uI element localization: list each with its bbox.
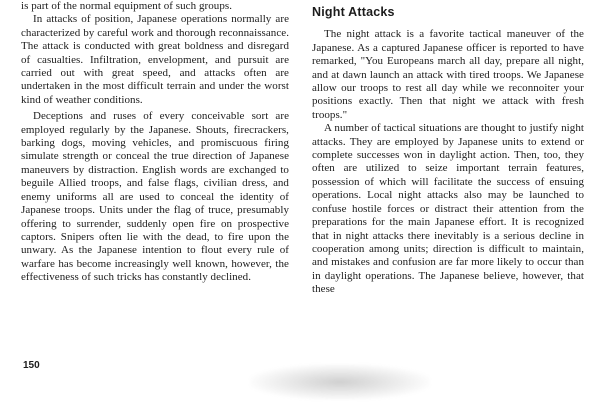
right-column	[312, 6, 584, 297]
paragraph-attacks-of-position: In attacks of position, Japanese operations normally are characterized by careful work and thorough reconnaissance. The attack is conducted with great boldness and disregard of casualties. Infiltration, envelopment, and pursuit are carried out with great speed, and attacks often are undertaken in the most difficult terrain and under the worst kind of weather conditions.	[21, 13, 289, 106]
paragraph-deceptions-and-ruses: Deceptions and ruses of every conceivable sort are employed regularly by the Japanese. Shouts, firecrackers, barking dogs, moving vehicles, and promiscuous firing simulate strength or conceal the true direction of Japanese maneuvers by distraction. English words are exchanged to beguile Allied troops, and false flags, civilian dress, and enemy uniforms all are used to conceal the identity of Japanese troops. Units under the flag of truce, presumably offering to surrender, suddenly open fire on prospective captors. Snipers often lie with the dead, to fire upon the unwary. As the Japanese intention to flout every rule of warfare has become increasingly well known, however, the effectiveness of such tricks has constantly declined.	[21, 110, 289, 284]
page-number: 150	[23, 360, 40, 371]
section-heading-night-attacks: Night Attacks	[312, 5, 395, 19]
paragraph-continuation: is part of the normal equipment of such groups.	[21, 0, 233, 12]
paragraph-tactical-situations: A number of tactical situations are thought to justify night attacks. They are employed by Japanese units to extend or complete successes won in daylight action. Then, too, they often are utilized to seize important terrain features, possession of which will facilitate the success of ensuing operations. Local night attacks also may be launched to confuse hostile forces or distract their attention from the preparations for the main Japanese effort. It is recognized that in night attacks there inevitably is a serious decline in cooperation among units; direction is difficult to maintain, and mistakes and confusion are far more likely to occur than in daylight operations. The Japanese believe, however, that these	[312, 122, 584, 296]
scan-smudge-artifact	[250, 364, 430, 400]
left-column	[21, 0, 289, 285]
paragraph-night-attack-favorite: The night attack is a favorite tactical maneuver of the Japanese. As a captured Japanese officer is reported to have remarked, "You Europeans march all day, prepare all night, and at dawn launch an attack with tired troops. We Japanese allow our troops to rest all day while we reconnoiter your positions exactly. Then that night we attack with fresh troops."	[312, 28, 584, 121]
